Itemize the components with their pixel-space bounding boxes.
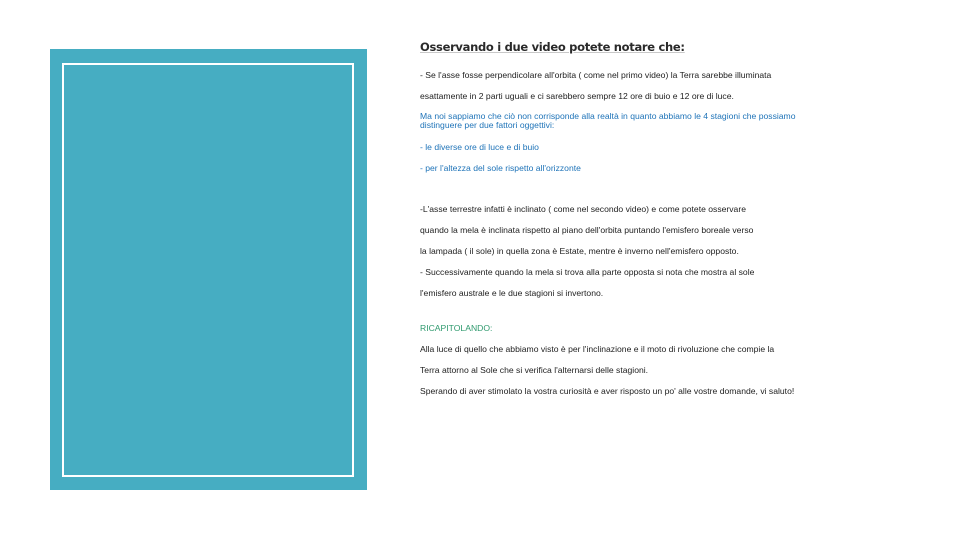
- text-line-4: distinguere per due fattori oggettivi:: [420, 120, 555, 130]
- slide-text-block: [420, 40, 940, 397]
- teal-decorative-panel: [50, 49, 367, 490]
- text-line-14: Terra attorno al Sole che si verifica l'alternarsi delle stagioni.: [420, 365, 649, 375]
- text-line-8: quando la mela è inclinata rispetto al piano dell'orbita puntando l'emisfero boreale verso: [420, 225, 754, 235]
- text-line-1: - Se l'asse fosse perpendicolare all'orbita ( come nel primo video) la Terra sarebbe illuminata: [420, 70, 772, 80]
- text-line-7: -L'asse terrestre infatti è inclinato ( come nel secondo video) e come potete osservare: [420, 204, 746, 214]
- closing-line: Sperando di aver stimolato la vostra curiosità e aver risposto un po' alle vostre domande, vi saluto!: [420, 386, 795, 396]
- text-line-9: la lampada ( il sole) in quella zona è Estate, mentre è inverno nell'emisfero opposto.: [420, 246, 739, 256]
- recap-heading: RICAPITOLANDO:: [420, 323, 493, 333]
- text-line-11: l'emisfero australe e le due stagioni si invertono.: [420, 288, 604, 298]
- panel-white-frame: [62, 63, 354, 477]
- text-line-6: - per l'altezza del sole rispetto all'orizzonte: [420, 163, 581, 173]
- text-line-5: - le diverse ore di luce e di buio: [420, 142, 539, 152]
- text-line-10: - Successivamente quando la mela si trova alla parte opposta si nota che mostra al sole: [420, 267, 755, 277]
- text-line-13: Alla luce di quello che abbiamo visto è per l'inclinazione e il moto di rivoluzione che compie la: [420, 344, 775, 354]
- slide-heading: Osservando i due video potete notare che:: [420, 40, 685, 54]
- text-line-2: esattamente in 2 parti uguali e ci sarebbero sempre 12 ore di buio e 12 ore di luce.: [420, 91, 734, 101]
- text-line-3: Ma noi sappiamo che ciò non corrisponde alla realtà in quanto abbiamo le 4 stagioni che possiamo: [420, 111, 796, 121]
